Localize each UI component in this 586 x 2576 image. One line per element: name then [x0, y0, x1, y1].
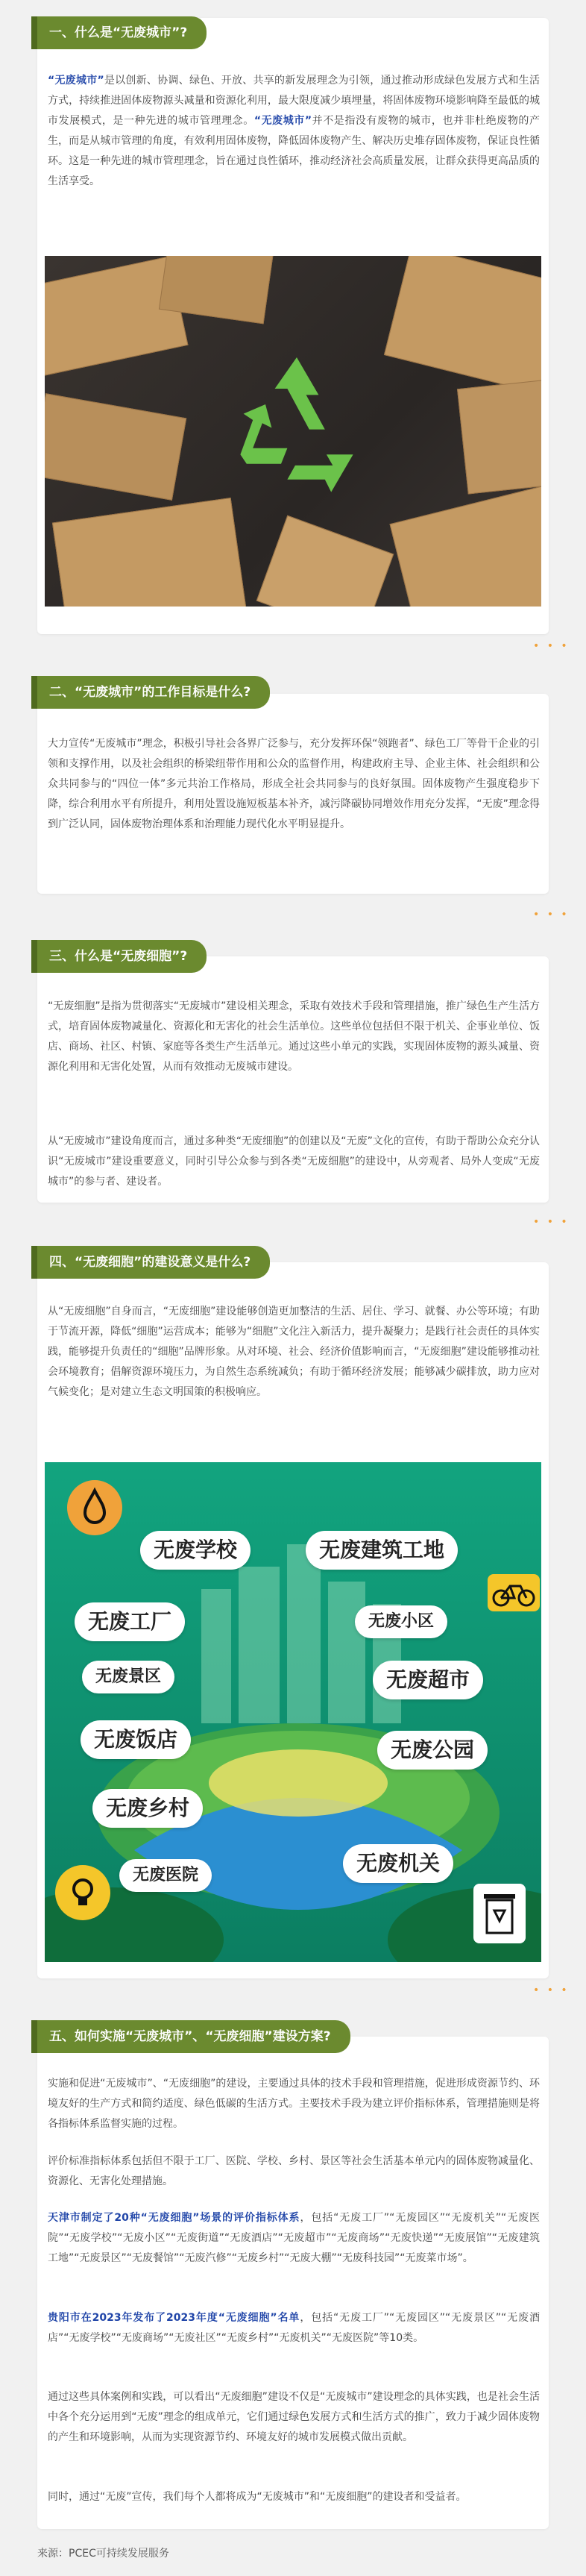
highlight-guiyang: 贵阳市在2023年发布了2023年度“无废细胞”名单	[48, 2312, 300, 2324]
label-zero-waste-village: 无废乡村	[92, 1789, 203, 1828]
label-zero-waste-community: 无废小区	[355, 1605, 447, 1638]
section-3-paragraph-1: “无废细胞”是指为贯彻落实“无废城市”建设相关理念，采取有效技术手段和管理措施，推广绿色生产生活方式，培育固体废物减量化、资源化和无害化的社会生活单位。这些单位包括但不限于机关、企事业单位、饭店、商场、社区、村镇、家庭等各类生产生活单元。通过这些小单元的实践，实现固体废物的源头减量、资源化利用和无害化处置，从而有效推动无废城市建设。	[48, 1000, 540, 1073]
label-zero-waste-government: 无废机关	[343, 1844, 453, 1883]
recycle-icon	[218, 342, 375, 498]
section-3-paragraph-2: 从“无废城市”建设角度而言，通过多种类“无废细胞”的创建以及“无废”文化的宣传，有助于帮助公众充分认识“无废城市”建设重要意义，同时引导公众参与到各类“无废细胞”的建设中，从旁观者、局外人变成“无废城市”的参与者、建设者。	[48, 1135, 540, 1188]
highlight-wufei-city-2: “无废城市”	[253, 115, 312, 127]
label-zero-waste-school: 无废学校	[140, 1531, 251, 1570]
section-2-paragraph: 大力宣传“无废城市”理念，积极引导社会各界广泛参与，充分发挥环保“领跑者”、绿色工厂等骨干企业的引领和支撑作用，以及社会组织的桥梁纽带作用和公众的监督作用，构建政府主导、企业主体、社会组织和公众共同参与的“四位一体”多元共治工作格局，形成全社会共同参与的良好氛围。固体废物产生强度稳步下降，综合利用水平有所提升，利用处置设施短板基本补齐，减污降碳协同增效作用充分发挥，“无废”理念得到广泛认同，固体废物治理体系和治理能力现代化水平明显提升。	[48, 738, 540, 830]
section-5-paragraph-2: 评价标准指标体系包括但不限于工厂、医院、学校、乡村、景区等社会生活基本单元内的固体废物减量化、资源化、无害化处理措施。	[48, 2155, 540, 2187]
section-1-title: 一、什么是“无废城市”?	[37, 16, 207, 49]
decorative-dots: • • •	[533, 909, 570, 921]
label-zero-waste-park: 无废公园	[377, 1731, 488, 1770]
label-zero-waste-factory: 无废工厂	[75, 1602, 185, 1641]
label-zero-waste-construction-site: 无废建筑工地	[306, 1531, 458, 1570]
section-5-title: 五、如何实施“无废城市”、“无废细胞”建设方案?	[37, 2020, 350, 2053]
recycle-bin-icon	[473, 1884, 526, 1943]
section-2-title: 二、“无废城市”的工作目标是什么?	[37, 676, 270, 709]
highlight-tianjin: 天津市制定了20种“无废细胞”场景的评价指标体系	[48, 2212, 300, 2224]
section-5-paragraph-1: 实施和促进“无废城市”、“无废细胞”的建设，主要通过具体的技术手段和管理措施，促进形成资源节约、环境友好的生产方式和简约适度、绿色低碳的生活方式。主要技术手段为建立评价指标体系，管理措施则是将各指标体系监督实施的过程。	[48, 2078, 540, 2130]
section-4-title: 四、“无废细胞”的建设意义是什么?	[37, 1246, 270, 1279]
section-5-paragraph-5: 通过这些具体案例和实践，可以看出“无废细胞”建设不仅是“无废城市”建设理念的具体实践，也是社会生活中各个充分运用到“无废”理念的组成单元，它们通过绿色发展方式和生活方式的推广，致力于减少固体废物的产生和环境影响，从而为实现资源节约、环境友好的城市发展模式做出贡献。	[48, 2391, 540, 2443]
section-1-paragraph: “无废城市”是以创新、协调、绿色、开放、共享的新发展理念为引领，通过推动形成绿色发展方式和生活方式，持续推进固体废物源头减量和资源化利用，最大限度减少填埋量，将固体废物环境影响降至最低的城市发展模式，是一种先进的城市管理理念。“无废城市”并不是指没有废物的城市，也并非杜绝废物的产生，而是从城市管理的角度，有效利用固体废物，降低固体废物产生、解决历史堆存固体废物，保证良性循环。这是一种先进的城市管理理念，旨在通过良性循环，推动经济社会高质量发展，让群众获得更高品质的生活享受。	[48, 75, 541, 187]
article-source: 来源：PCEC可持续发展服务	[37, 2548, 169, 2560]
section-5-paragraph-3: 天津市制定了20种“无废细胞”场景的评价指标体系，包括“无废工厂”“无废园区”“无废机关”“无废医院”“无废学校”“无废小区”“无废街道”“无废酒店”“无废超市”“无废商场”“无废快递”“无废展馆”“无废建筑工地”“无废景区”“无废餐馆”“无废汽修”“无废乡村”“无废大棚”“无废科技园”“无废菜市场”。	[48, 2212, 540, 2264]
lightbulb-icon	[55, 1865, 110, 1920]
recycling-cardboard-image	[45, 256, 541, 607]
bicycle-icon	[488, 1574, 540, 1611]
decorative-dots: • • •	[533, 640, 570, 652]
decorative-dots: • • •	[533, 1984, 570, 1996]
section-3-title: 三、什么是“无废细胞”?	[37, 940, 207, 973]
label-zero-waste-supermarket: 无废超市	[373, 1661, 483, 1699]
section-5-paragraph-4: 贵阳市在2023年发布了2023年度“无废细胞”名单，包括“无废工厂”“无废园区”“无废景区”“无废酒店”“无废学校”“无废商场”“无废社区”“无废乡村”“无废机关”“无废医院”等10类。	[48, 2312, 540, 2344]
section-4-paragraph: 从“无废细胞”自身而言，“无废细胞”建设能够创造更加整洁的生活、居住、学习、就餐、办公等环境；有助于节流开源，降低“细胞”运营成本；能够为“细胞”文化注入新活力，提升凝聚力；是践行社会责任的具体实践，能够提升负责任的“细胞”品牌形象。从对环境、社会、经济价值影响而言，“无废细胞”建设能够推动社会环境教育；倡解资源环境压力，为自然生态系统减负；有助于循环经济发展；能够减少碳排放，助力应对气候变化；是对建立生态文明国策的积极响应。	[48, 1306, 540, 1398]
poster-background	[45, 1462, 541, 1962]
highlight-wufei-city: “无废城市”	[48, 75, 104, 87]
label-zero-waste-restaurant: 无废饭店	[81, 1720, 191, 1759]
section-5-paragraph-6: 同时，通过“无废”宣传，我们每个人都将成为“无废城市”和“无废细胞”的建设者和受益者。	[48, 2491, 467, 2503]
decorative-dots: • • •	[533, 1216, 570, 1228]
label-zero-waste-hospital: 无废医院	[119, 1859, 212, 1892]
zero-waste-city-poster	[45, 1462, 541, 1962]
water-drop-icon	[67, 1480, 122, 1535]
label-zero-waste-scenic-area: 无废景区	[82, 1661, 174, 1693]
